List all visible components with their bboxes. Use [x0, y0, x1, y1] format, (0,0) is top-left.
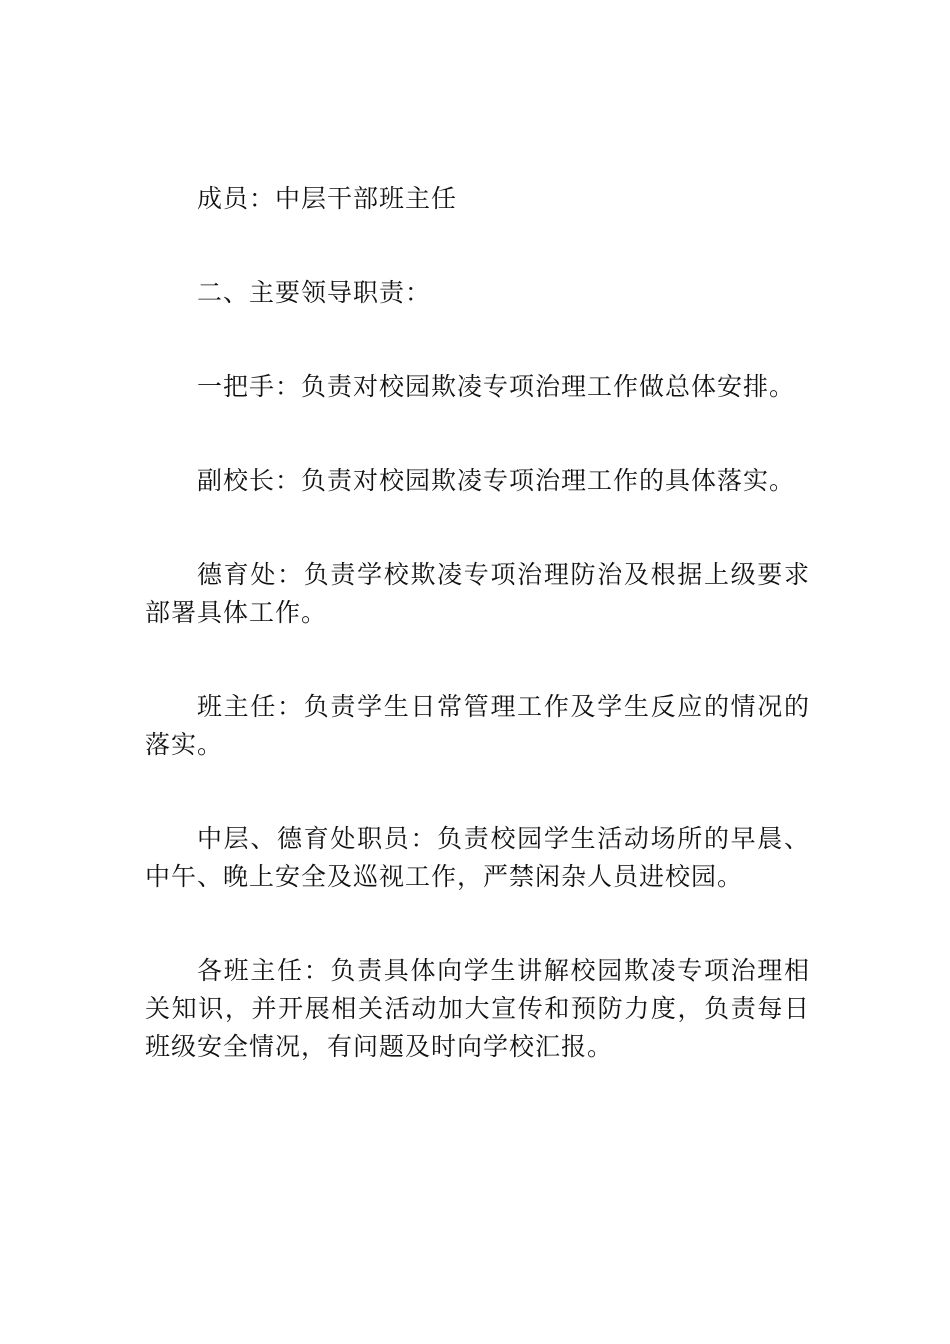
paragraph-principal-duty: 一把手：负责对校园欺凌专项治理工作做总体安排。	[197, 372, 796, 401]
paragraph-middle-staff-duty: 中层、德育处职员：负责校园学生活动场所的早晨、中午、晚上安全及巡视工作，严禁闲杂人员进校园。	[145, 824, 810, 891]
paragraph-moral-education-office-duty: 德育处：负责学校欺凌专项治理防治及根据上级要求部署具体工作。	[145, 560, 810, 627]
paragraph-members: 成员：中层干部班主任	[197, 184, 458, 213]
paragraph-all-class-teachers-duty: 各班主任：负责具体向学生讲解校园欺凌专项治理相关知识，并开展相关活动加大宣传和预防力度，负责每日班级安全情况，有问题及时向学校汇报。	[145, 956, 810, 1061]
section-heading-leadership-duties: 二、主要领导职责：	[197, 278, 432, 307]
paragraph-vice-principal-duty: 副校长：负责对校园欺凌专项治理工作的具体落实。	[197, 466, 796, 495]
document-body	[145, 180, 810, 1066]
paragraph-class-teacher-duty: 班主任：负责学生日常管理工作及学生反应的情况的落实。	[145, 692, 810, 759]
